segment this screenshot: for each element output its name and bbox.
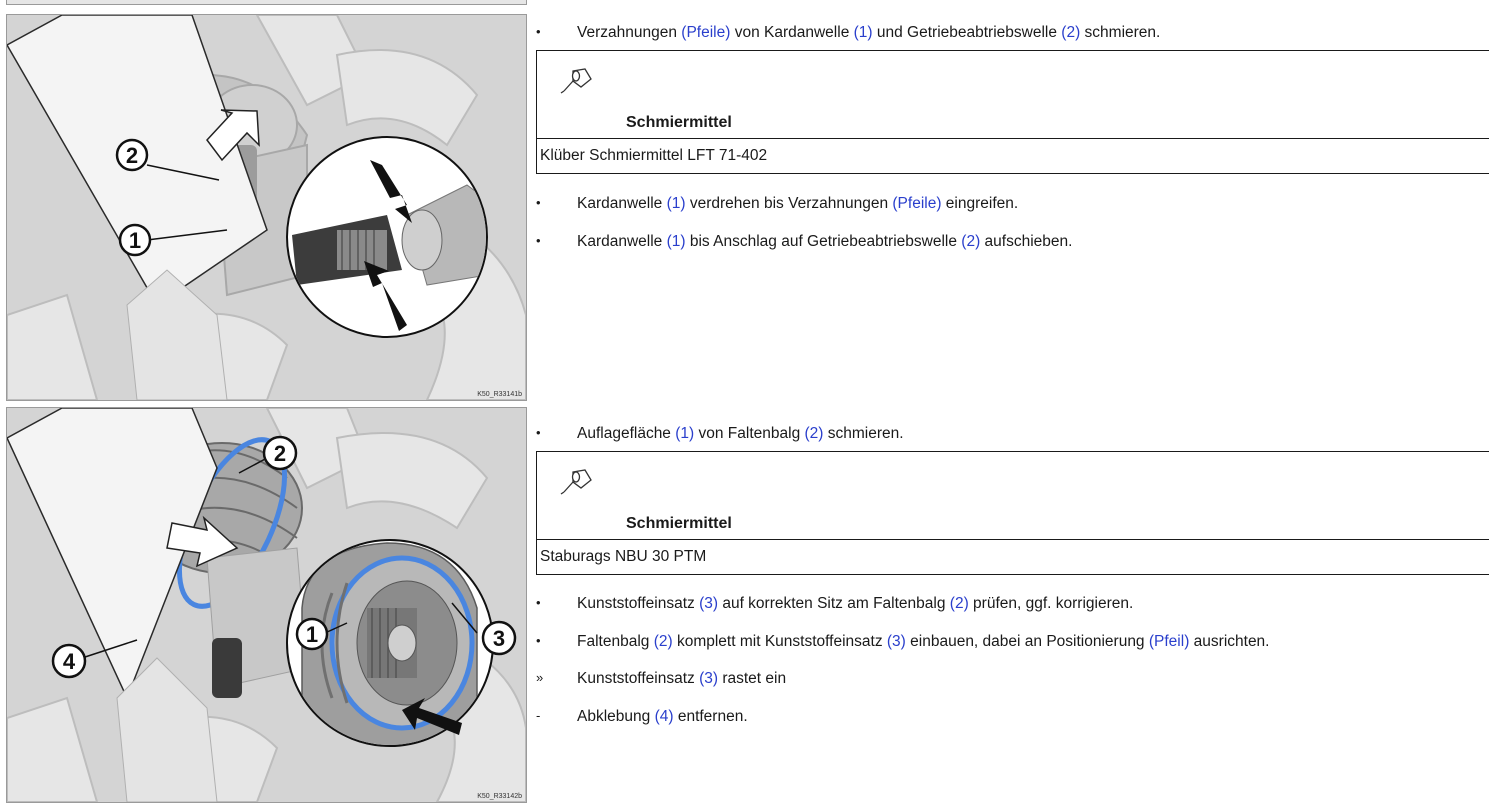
callout-2: 2: [125, 143, 139, 168]
bullet: •: [536, 633, 541, 648]
bullet: •: [536, 24, 541, 39]
step-text: Verzahnungen (Pfeile) von Kardanwelle (1) und Getriebeabtriebswelle (2) schmieren.: [577, 24, 1161, 41]
step-text: Kardanwelle (1) bis Anschlag auf Getriebeabtriebswelle (2) aufschieben.: [577, 233, 1073, 250]
callout-3: 3: [492, 626, 506, 651]
step-text: Faltenbalg (2) komplett mit Kunststoffeinsatz (3) einbauen, dabei an Positionierung (Pfeil) ausrichten.: [577, 633, 1270, 650]
bullet: •: [536, 595, 541, 610]
step-text: Abklebung (4) entfernen.: [577, 708, 748, 725]
callout-4: 4: [62, 649, 76, 674]
lubricant-label: Schmiermittel: [626, 515, 732, 532]
figure-id: K50_R33142b: [477, 793, 522, 800]
figure-bellows-illustration: [7, 408, 526, 802]
step-text: Auflagefläche (1) von Faltenbalg (2) schmieren.: [577, 425, 904, 442]
bullet: •: [536, 425, 541, 440]
callout-1: 1: [128, 228, 142, 253]
figure-bellows-installation: [6, 407, 527, 803]
figure-id: K50_R33141b: [477, 391, 522, 398]
lubricant-header: [537, 452, 1489, 540]
lubricant-table: [536, 451, 1489, 575]
step-text: Kunststoffeinsatz (3) auf korrekten Sitz am Faltenbalg (2) prüfen, ggf. korrigieren.: [577, 595, 1134, 612]
figure-propshaft-splines: [6, 14, 527, 401]
lubricant-product: Klüber Schmiermittel LFT 71-402: [537, 139, 1489, 174]
lubricant-table: [536, 50, 1489, 174]
bullet: •: [536, 233, 541, 248]
lubricant-label: Schmiermittel: [626, 114, 732, 131]
bullet: -: [536, 708, 541, 723]
figure-propshaft-illustration: [7, 15, 526, 400]
grease-gun-icon: [559, 466, 593, 505]
step-text: Kunststoffeinsatz (3) rastet ein: [577, 670, 787, 687]
grease-gun-icon: [559, 65, 593, 104]
lubricant-header: [537, 51, 1489, 139]
step-text: Kardanwelle (1) verdrehen bis Verzahnungen (Pfeile) eingreifen.: [577, 195, 1019, 212]
callout-2: 2: [273, 441, 287, 466]
lubricant-product: Staburags NBU 30 PTM: [537, 540, 1489, 575]
result-marker: »: [536, 670, 544, 685]
previous-figure-edge: [6, 0, 527, 5]
callout-1: 1: [305, 622, 319, 647]
bullet: •: [536, 195, 541, 210]
